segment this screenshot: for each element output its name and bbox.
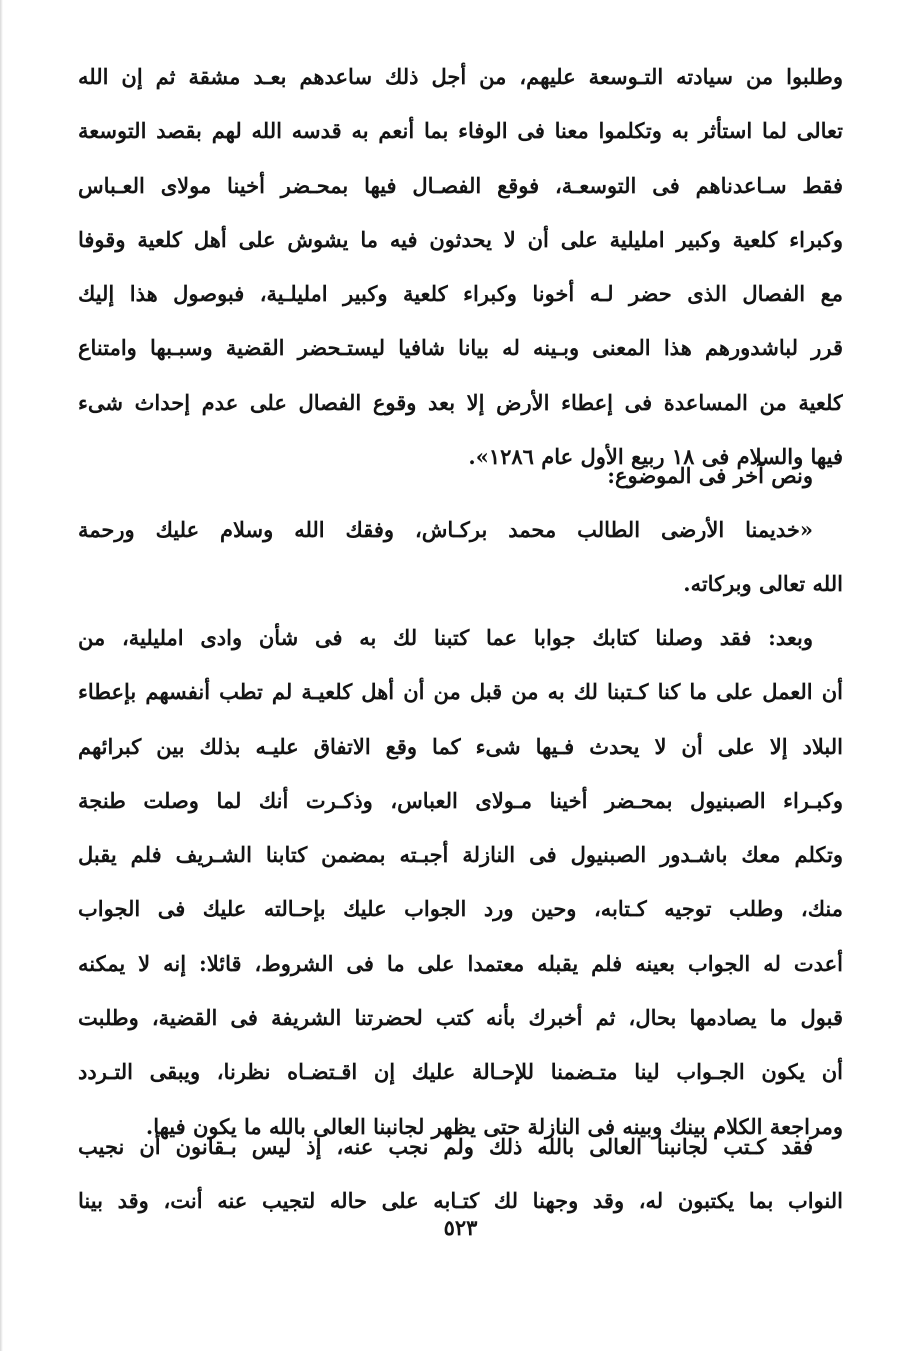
page-number: ٥٢٣ [443,1215,478,1240]
text-line: ومراجعة الكلام بينك وبينه فى النازلة حتى يظهر لجانبنا العالى بالله ما يكون فيها. [145,1113,843,1139]
paragraph-2 [78,449,843,503]
text-line: وتكلم معك باشـدور الصبنيول فى النازلة أجبـته بمضمن كتابنا الشـريف فلم يقبل [78,842,843,868]
text-line: أعدت له الجواب بعينه فلم يقبله معتمدا على ما فى الشروط، قائلا: إنه لا يمكنه [78,950,843,976]
text-line: النواب بما يكتبون له، وقد وجهنا لك كتـابه على حاله لتجيب عنه أنت، وقد بينا [78,1188,843,1214]
text-line: فقد كـتب لجانبنا العالى بالله ذلك ولم نجب عنه، إذ ليس بـقانون أن نجيب [78,1134,813,1159]
text-line: فقط سـاعدناهم فى التوسعـة، فوقع الفصـال فيها بمحـضر أخينا مولاى العـباس [78,172,843,198]
text-line: مع الفصال الذى حضر لـه أخونا وكبراء كلعية وكبير امليلـية، فبوصول هذا إليك [78,281,843,307]
text-line: وكبـراء الصبنيول بمحـضر أخينا مـولاى العباس، وذكـرت أنك لما وصلت طنجة [78,787,843,813]
text-line: منك، وطلب توجيه كـتابه، وحين ورد الجواب عليك بإحـالته عليك فى الجواب [78,896,843,922]
paragraph-4 [78,611,843,1154]
text-line: تعالى لما استأثر به وتكلموا معنا فى الوفاء بما أنعم به قدسه الله لهم بقصد التوسعة [78,118,843,144]
text-line: أن العمل على ما كنا كـتبنا لك به من قبل من أن أهل كلعيـة لم تطب أنفسهم بإعطاء [78,679,843,705]
text-line: «خديمنا الأرضى الطالب محمد بركـاش، وفقك الله وسلام عليك ورحمة [78,517,813,542]
text-line: البلاد إلا على أن لا يحدث فـيها شىء كما وقع الاتفاق عليـه بذلك بين كبرائهم [78,733,843,759]
text-line: وطلبوا من سيادته التـوسعة عليهم، من أجل ذلك ساعدهم بعـد مشقة ثم إن الله [78,64,843,89]
paragraph-1 [78,50,843,484]
text-line: ونص آخر فى الموضوع: [607,463,813,488]
paragraph-3 [78,503,843,612]
text-line: الله تعالى وبركاته. [683,571,843,597]
text-line: وكبراء كلعية وكبير امليلية على أن لا يحدثون فيه ما يشوش على أهل كلعية وقوفا [78,226,843,252]
text-line: كلعية من المساعدة فى إعطاء الأرض إلا بعد وقوع الفصال على عدم إحداث شىء [78,389,843,415]
text-line: وبعد: فقد وصلنا كتابك جوابا عما كتبنا لك به فى شأن وادى امليلية، من [78,625,813,650]
paragraph-5 [78,1120,843,1229]
text-line: قرر لباشدورهم هذا المعنى وبـينه له بيانا شافيا ليستـحضر القضية وسبـبها وامتناع [78,335,843,361]
text-line: قبول ما يصادمها بحال، ثم أخبرك بأنه كتب لحضرتنا الشريفة فى القضية، وطلبت [78,1005,843,1031]
text-line: أن يكون الجـواب لينا متـضمنا للإحـالة عليك إن اقـتضـاه نظرنا، ويبقى التـردد [78,1059,843,1085]
text-line: فيها والسلام فى ١٨ ربيع الأول عام ١٢٨٦». [468,444,843,470]
scan-edge-shadow [0,0,3,1351]
